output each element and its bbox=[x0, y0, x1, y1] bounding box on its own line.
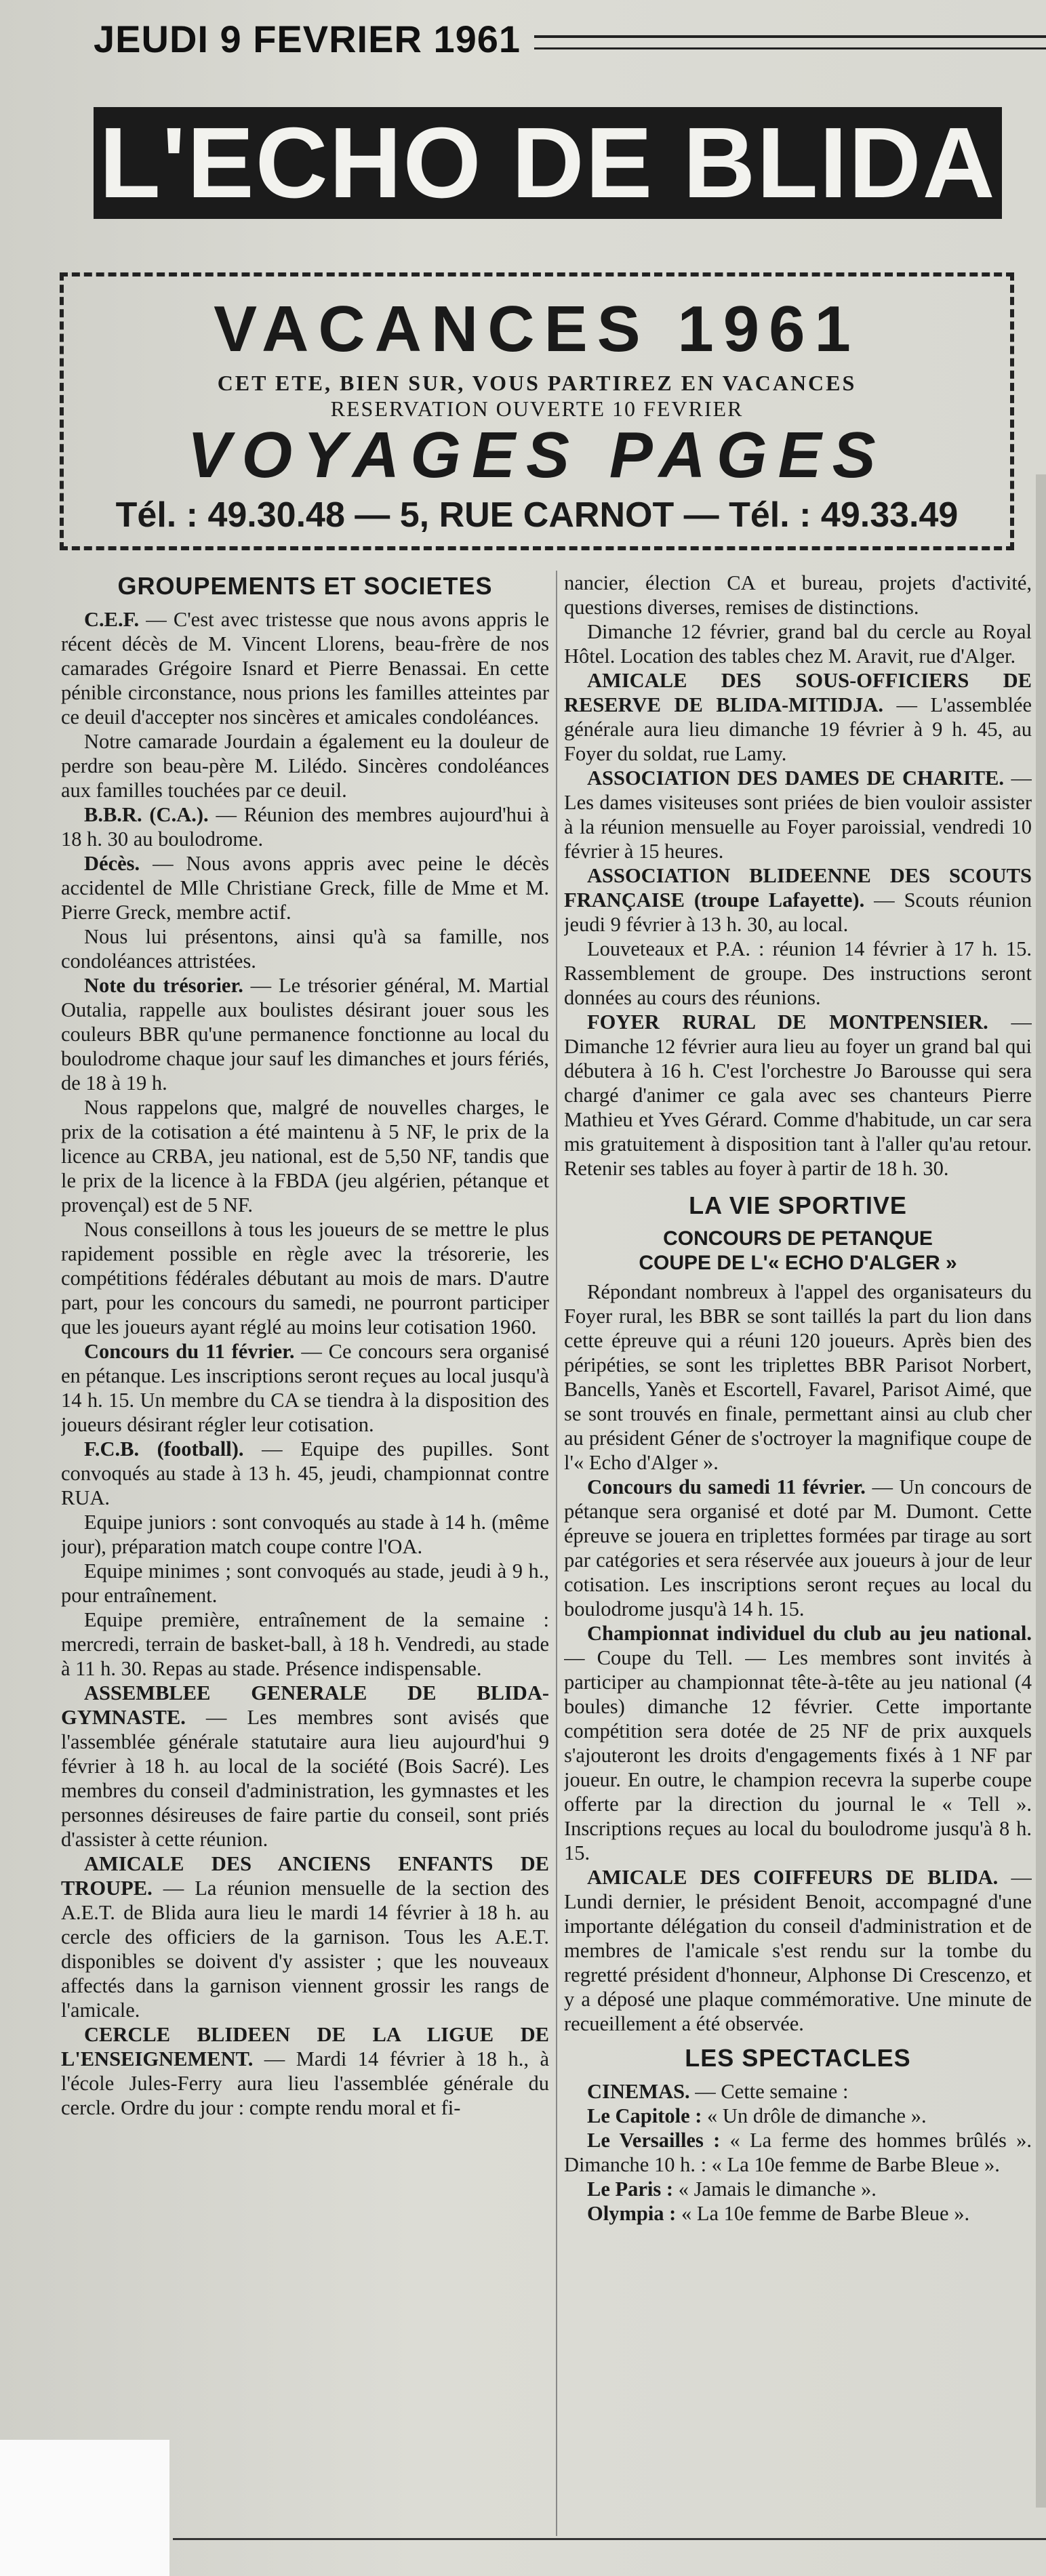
advertisement-box bbox=[60, 272, 1014, 550]
article-text: — Equipe des pupilles. Sont convoqués au stade à 13 h. 45, jeudi, championnat contre RUA. bbox=[61, 1437, 549, 1509]
article-lead: C.E.F. bbox=[84, 608, 140, 631]
article-text: — L'assemblée générale aura lieu dimanche 19 février à 9 h. 45, au Foyer du soldat, rue Lamy. bbox=[564, 693, 1032, 765]
article-paragraph: Notre camarade Jourdain a également eu la douleur de perdre son beau-père M. Lilédo. Sincères condoléances aux familles touchées par ce deuil. bbox=[61, 730, 549, 802]
ad-subtitle-1: CET ETE, BIEN SUR, VOUS PARTIREZ EN VACANCES bbox=[217, 371, 857, 395]
listing-item bbox=[564, 2079, 1032, 2104]
article-lead: Concours du 11 février. bbox=[84, 1340, 295, 1363]
masthead: L'ECHO DE BLIDA bbox=[94, 107, 1002, 219]
article-lead: ASSEMBLEE GENERALE DE BLIDA-GYMNASTE. bbox=[61, 1681, 549, 1729]
section-title-sport: LA VIE SPORTIVE bbox=[689, 1191, 907, 1219]
listing-text: « La ferme des hommes brûlés ». Dimanche 10 h. : « La 10e femme de Barbe Bleue ». bbox=[564, 2129, 1032, 2176]
article-lead: Concours du samedi 11 février. bbox=[587, 1475, 866, 1498]
article-text: — Scouts réunion jeudi 9 février à 13 h. 30, au local. bbox=[564, 888, 1032, 936]
article-text: — Mardi 14 février à 18 h., à l'école Jules-Ferry aura lieu l'assemblée générale du cercle. Ordre du jour : compte rendu moral et fi- bbox=[61, 2047, 549, 2119]
article-paragraph: Louveteaux et P.A. : réunion 14 février à 17 h. 15. Rassemblement de groupe. Des instructions seront données au cours des réunions. bbox=[564, 937, 1032, 1009]
listing-lead: Olympia : bbox=[587, 2202, 677, 2225]
article-text: — Les membres sont avisés que l'assemblée générale statutaire aura lieu aujourd'hui 9 février à 18 h. au local de la société (Bois Sacré). Les membres du conseil d'administration, les gymnastes et les personnes désireuses de faire partie du conseil, sont priés d'assister à cette réunion. bbox=[61, 1706, 549, 1851]
article-lead: B.B.R. (C.A.). bbox=[84, 803, 209, 826]
listing-lead: Le Paris : bbox=[587, 2178, 674, 2201]
listing-lead: Le Capitole : bbox=[587, 2104, 702, 2127]
article-paragraph bbox=[61, 2022, 549, 2120]
listing-text: — Cette semaine : bbox=[689, 2080, 849, 2103]
listing-item bbox=[564, 2201, 1032, 2226]
article-paragraph: Equipe juniors : sont convoqués au stade à 14 h. (même jour), préparation match coupe contre l'OA. bbox=[61, 1511, 549, 1558]
article-text: — Coupe du Tell. — Les membres sont invités à participer au championnat tête-à-tête au jeu national (4 boules) dimanche 12 février. Cette importante compétition sera dotée de 25 NF de prix auxquels s'ajouteront les droits d'engagements fixés à 1 NF par joueur. En outre, le champion recevra la superbe coupe offerte par la direction du journal le « Tell ». Inscriptions reçues au local du boulodrome jusqu'à 8 h. 15. bbox=[564, 1646, 1032, 1864]
listing-item bbox=[564, 2177, 1032, 2201]
article-text: — C'est avec tristesse que nous avons appris le récent décès de M. Vincent Llorens, beau-frère de nos camarades Grégoire Isnard et Pierre Benassai. En cette pénible circonstance, nous prions les familles atteintes par ce deuil d'accepter nos sincères et amicales condoléances. bbox=[61, 608, 549, 729]
ad-contact: Tél. : 49.30.48 — 5, RUE CARNOT — Tél. : 49.33.49 bbox=[115, 495, 959, 535]
article-text: — Le trésorier général, M. Martial Outalia, rappelle aux boulistes désirant jouer sous les couleurs BBR qu'une permanence fonctionne au local du boulodrome chaque jour sauf les dimanches et jours fériés, de 18 à 19 h. bbox=[61, 974, 549, 1095]
listing-text: « Jamais le dimanche ». bbox=[673, 2178, 877, 2201]
article-lead: F.C.B. (football). bbox=[84, 1437, 244, 1460]
article-text: — Réunion des membres aujourd'hui à 18 h. 30 au boulodrome. bbox=[61, 803, 549, 851]
article-paragraph bbox=[564, 1010, 1032, 1181]
article-paragraph bbox=[61, 851, 549, 924]
listing-item bbox=[564, 2104, 1032, 2128]
article-paragraph bbox=[564, 668, 1032, 766]
sport-subtitle-1: CONCOURS DE PETANQUE bbox=[663, 1227, 933, 1250]
article-lead: AMICALE DES ANCIENS ENFANTS DE TROUPE. bbox=[61, 1852, 549, 1900]
article-lead: Note du trésorier. bbox=[84, 974, 243, 997]
page-edge-strip bbox=[1036, 474, 1046, 2508]
article-lead: ASSOCIATION DES DAMES DE CHARITE. bbox=[587, 766, 1005, 790]
section-title-spectacles: LES SPECTACLES bbox=[685, 2044, 911, 2072]
article-paragraph bbox=[61, 1339, 549, 1437]
right-column bbox=[564, 571, 1032, 2539]
article-text: — Ce concours sera organisé en pétanque. Les inscriptions seront reçues au local jusqu'à 14 h. 15. Un membre du CA se tiendra à la disposition des joueurs désirant régler leur cotisation. bbox=[61, 1340, 549, 1436]
article-paragraph bbox=[564, 1621, 1032, 1865]
article-paragraph bbox=[61, 1852, 549, 2022]
date-rule bbox=[534, 35, 1046, 49]
bottom-rule bbox=[173, 2538, 1046, 2540]
article-paragraph bbox=[61, 802, 549, 851]
ad-brand: VOYAGES PAGES bbox=[187, 419, 887, 491]
article-text: — Dimanche 12 février aura lieu au foyer un grand bal qui débutera à 16 h. C'est l'orchestre Jo Barousse qui sera chargé d'animer ce gala avec ses chanteurs Pierre Mathieu et Yves Gérard. Comme d'habitude, un car sera mis gratuitement à disposition tant à l'aller qu'au retour. Retenir ses tables au foyer à partir de 18 h. 30. bbox=[564, 1010, 1032, 1180]
ad-subtitle-2: RESERVATION OUVERTE 10 FEVRIER bbox=[330, 396, 744, 421]
article-paragraph bbox=[61, 973, 549, 1095]
article-text: — Un concours de pétanque sera organisé et doté par M. Dumont. Cette épreuve se jouera en triplettes formées par tirage au sort par catégories et sera réservée aux joueurs à jour de leur cotisation. Les inscriptions seront reçues au local du boulodrome jusqu'à 14 h. 15. bbox=[564, 1475, 1032, 1620]
article-paragraph bbox=[61, 607, 549, 729]
sport-subtitle-2: COUPE DE L'« ECHO D'ALGER » bbox=[639, 1252, 957, 1274]
article-paragraph bbox=[564, 863, 1032, 937]
article-paragraph bbox=[564, 766, 1032, 863]
listing-lead: Le Versailles : bbox=[587, 2129, 721, 2152]
listing-text: « Un drôle de dimanche ». bbox=[702, 2104, 927, 2127]
article-lead: Championnat individuel du club au jeu national. bbox=[587, 1622, 1032, 1645]
article-lead: AMICALE DES SOUS-OFFICIERS DE RESERVE DE BLIDA-MITIDJA. bbox=[564, 669, 1032, 716]
article-paragraph: nancier, élection CA et bureau, projets d'activité, questions diverses, remises de distinctions. bbox=[564, 571, 1032, 619]
listing-item bbox=[564, 2128, 1032, 2177]
article-lead: ASSOCIATION BLIDEENNE DES SCOUTS FRANÇAISE (troupe Lafayette). bbox=[564, 864, 1032, 912]
article-text: — La réunion mensuelle de la section des A.E.T. de Blida aura lieu le mardi 14 février à 18 h. au cercle des officiers de la garnison. Tous les A.E.T. disponibles se doivent d'y assister ; que les nouveaux affectés dans la garnison viennent grossir les rangs de l'amicale. bbox=[61, 1877, 549, 2022]
torn-corner bbox=[0, 2440, 169, 2576]
article-paragraph bbox=[61, 1437, 549, 1510]
article-paragraph: Nous rappelons que, malgré de nouvelles charges, le prix de la cotisation a été maintenu à 5 NF, le prix de la licence au CRBA, jeu national, est de 5,50 NF, tandis que le prix de la licence à la FBDA (jeu algérien, pétanque et provençal) est de 5 NF. bbox=[61, 1096, 549, 1217]
article-lead: FOYER RURAL DE MONTPENSIER. bbox=[587, 1010, 988, 1034]
article-text: — Lundi dernier, le président Benoit, accompagné d'une importante délégation du conseil d'administration et de membres de l'amicale s'est rendu sur la tombe du regretté président d'honneur, Alphonse Di Crescenzo, et y a déposé une plaque commémorative. Une minute de recueillement a été observée. bbox=[564, 1866, 1032, 2035]
article-lead: Décès. bbox=[84, 852, 140, 875]
article-text: — Les dames visiteuses sont priées de bien vouloir assister à la réunion mensuelle au Foyer paroissial, vendredi 10 février à 15 heures. bbox=[564, 766, 1032, 863]
article-paragraph: Equipe première, entraînement de la semaine : mercredi, terrain de basket-ball, à 18 h. Vendredi, au stade à 11 h. 30. Repas au stade. Présence indispensable. bbox=[61, 1608, 549, 1680]
article-paragraph bbox=[564, 1865, 1032, 2036]
article-paragraph bbox=[61, 1681, 549, 1852]
article-paragraph bbox=[564, 1475, 1032, 1621]
listing-lead: CINEMAS. bbox=[587, 2080, 690, 2103]
article-lead: CERCLE BLIDEEN DE LA LIGUE DE L'ENSEIGNEMENT. bbox=[61, 2023, 549, 2070]
listing-text: « La 10e femme de Barbe Bleue ». bbox=[676, 2202, 970, 2225]
ad-title: VACANCES 1961 bbox=[214, 293, 860, 365]
article-paragraph: Nous conseillons à tous les joueurs de se mettre le plus rapidement possible en règle avec la trésorerie, les compétitions fédérales débutant au mois de mars. D'autre part, pour les concours du samedi, ne pourront participer que les joueurs ayant réglé au moins leur cotisation 1960. bbox=[61, 1218, 549, 1338]
article-paragraph: Répondant nombreux à l'appel des organisateurs du Foyer rural, les BBR se sont taillés la part du lion dans cette épreuve qui a réuni 120 joueurs. Après bien des péripéties, se sont les triplettes BBR Parisot Norbert, Bancells, Yanès et Escortell, Favarel, Parisot Aimé, que se sont trouvés en finale, permettant ainsi au club cher au président Géner de s'octroyer la magnifique coupe de l'« Echo d'Alger ». bbox=[564, 1280, 1032, 1474]
article-lead: AMICALE DES COIFFEURS DE BLIDA. bbox=[587, 1866, 999, 1889]
left-column bbox=[61, 571, 549, 2434]
article-text: — Nous avons appris avec peine le décès accidentel de Mlle Christiane Greck, fille de Mme et M. Pierre Greck, membre actif. bbox=[61, 852, 549, 924]
section-title-groupements: GROUPEMENTS ET SOCIETES bbox=[117, 572, 493, 600]
article-paragraph: Nous lui présentons, ainsi qu'à sa famille, nos condoléances attristées. bbox=[61, 925, 549, 973]
spectacles-listing bbox=[564, 2079, 1032, 2226]
article-paragraph: Dimanche 12 février, grand bal du cercle au Royal Hôtel. Location des tables chez M. Aravit, rue d'Alger. bbox=[564, 620, 1032, 668]
article-paragraph: Equipe minimes ; sont convoqués au stade, jeudi à 9 h., pour entraînement. bbox=[61, 1559, 549, 1607]
column-divider bbox=[556, 571, 557, 2536]
issue-date: JEUDI 9 FEVRIER 1961 bbox=[94, 18, 521, 60]
